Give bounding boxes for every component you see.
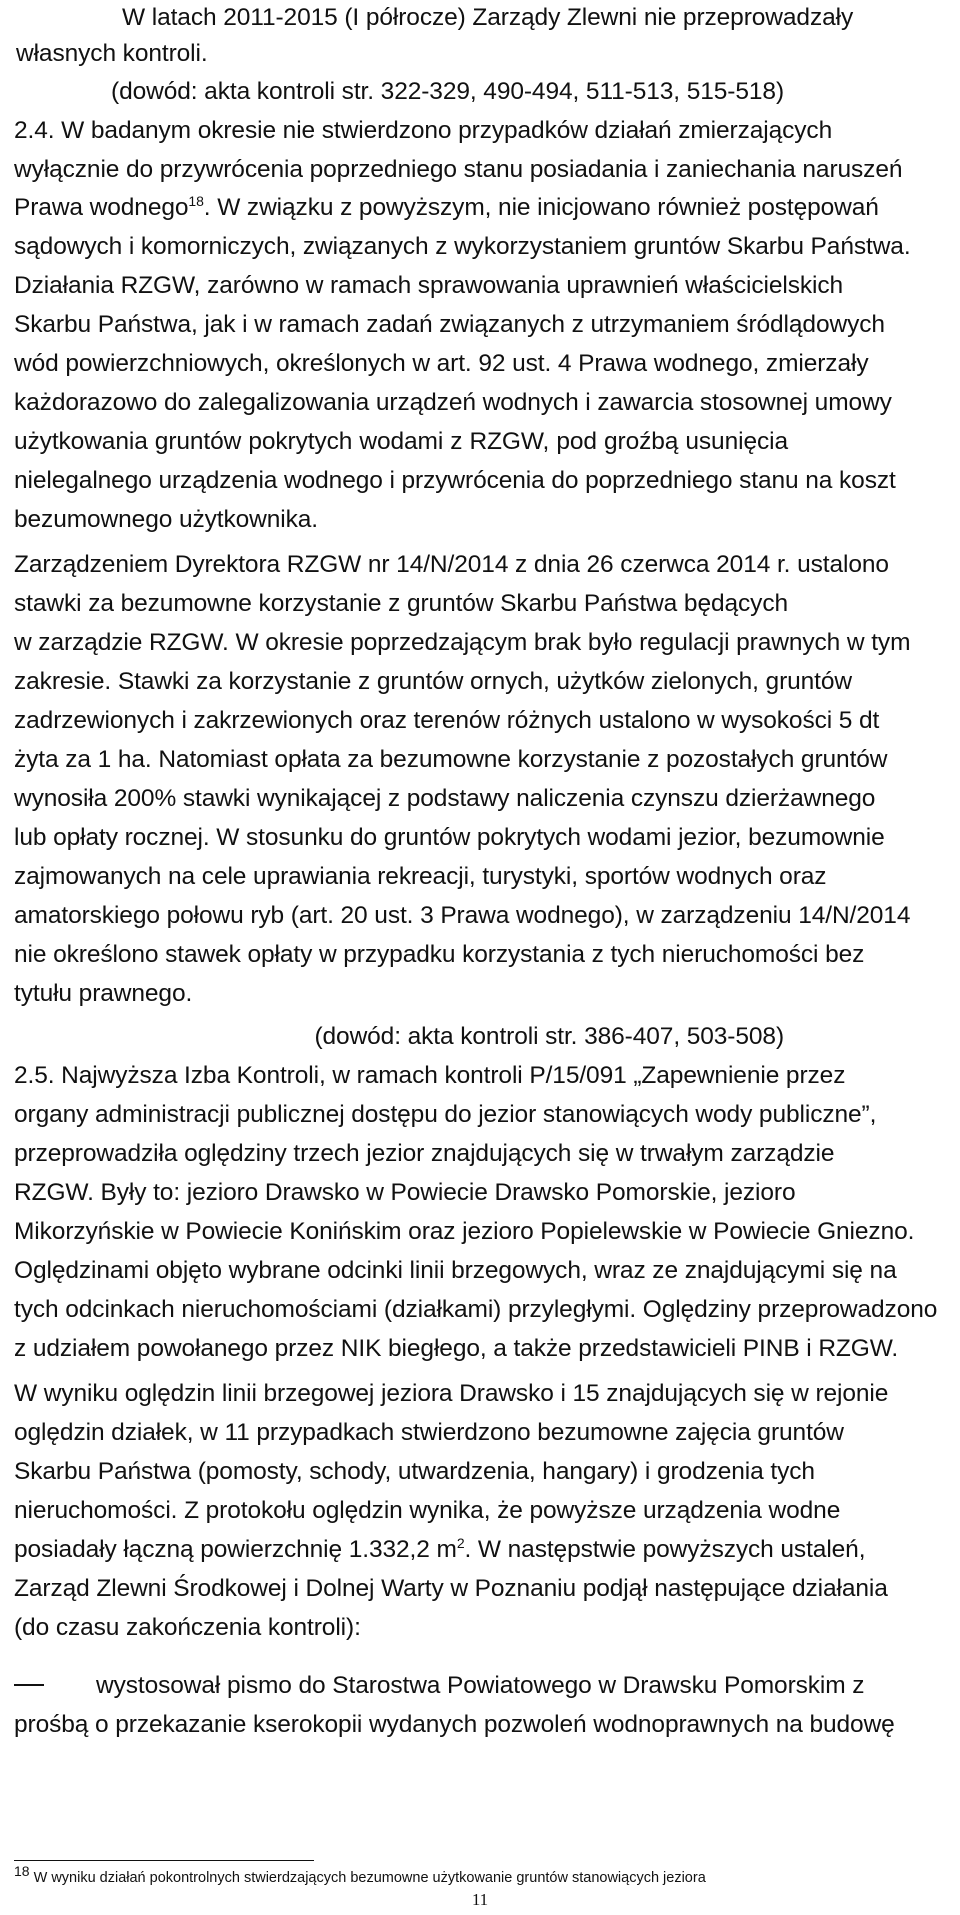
paragraph-line: użytkowania gruntów pokrytych wodami z RZGW, pod groźbą usunięcia [14, 428, 788, 455]
list-item-text: wystosował pismo do Starostwa Powiatowego w Drawsku Pomorskim z [96, 1672, 865, 1699]
paragraph-line: organy administracji publicznej dostępu do jezior stanowiących wody publiczne”, [14, 1101, 877, 1128]
footnote-number: 18 [14, 1863, 30, 1880]
footnote-ref: 18 [188, 192, 204, 209]
paragraph-line: (do czasu zakończenia kontroli): [14, 1614, 361, 1641]
paragraph-line: każdorazowo do zalegalizowania urządzeń wodnych i zawarcia stosownej umowy [14, 389, 892, 416]
paragraph-line: tytułu prawnego. [14, 980, 193, 1007]
paragraph-line: Działania RZGW, zarówno w ramach sprawowania uprawnień właścicielskich [14, 272, 844, 299]
text-run: . W następstwie powyższych ustaleń, [464, 1536, 866, 1563]
paragraph-line: wód powierzchniowych, określonych w art. 92 ust. 4 Prawa wodnego, zmierzały [14, 350, 869, 377]
paragraph-line: lub opłaty rocznej. W stosunku do gruntów pokrytych wodami jezior, bezumownie [14, 824, 885, 851]
paragraph-line: żyta za 1 ha. Natomiast opłata za bezumowne korzystanie z pozostałych gruntów [14, 746, 888, 773]
paragraph-line: Mikorzyńskie w Powiecie Konińskim oraz jezioro Popielewskie w Powiecie Gniezno. [14, 1218, 915, 1245]
paragraph-line: nieruchomości. Z protokołu oględzin wynika, że powyższe urządzenia wodne [14, 1497, 841, 1524]
paragraph-line: w zarządzie RZGW. W okresie poprzedzającym brak było regulacji prawnych w tym [14, 629, 911, 656]
paragraph-line: bezumownego użytkownika. [14, 506, 319, 533]
list-item [0, 1664, 960, 1708]
dash-bullet-icon [14, 1684, 44, 1686]
paragraph-line: W latach 2011-2015 (I półrocze) Zarządy Zlewni nie przeprowadzały [122, 4, 854, 31]
paragraph-line: sądowych i komorniczych, związanych z wykorzystaniem gruntów Skarbu Państwa. [14, 233, 911, 260]
paragraph-line: z udziałem powołanego przez NIK biegłego, a także przedstawicieli PINB i RZGW. [14, 1335, 899, 1362]
paragraph-line: własnych kontroli. [16, 40, 208, 67]
paragraph-line: tych odcinkach nieruchomościami (działkami) przyległymi. Oględziny przeprowadzono [14, 1296, 938, 1323]
paragraph-line [0, 186, 960, 230]
paragraph-line: zajmowanych na cele uprawiania rekreacji, turystyki, sportów wodnych oraz [14, 863, 827, 890]
paragraph-line: oględzin działek, w 11 przypadkach stwierdzono bezumowne zajęcia gruntów [14, 1419, 844, 1446]
evidence-reference: (dowód: akta kontroli str. 386-407, 503-508) [314, 1023, 784, 1050]
paragraph-line: 2.4. W badanym okresie nie stwierdzono przypadków działań zmierzających [14, 117, 833, 144]
paragraph-line: Zarządzeniem Dyrektora RZGW nr 14/N/2014 z dnia 26 czerwca 2014 r. ustalono [14, 551, 889, 578]
paragraph-line: zakresie. Stawki za korzystanie z gruntów ornych, użytków zielonych, gruntów [14, 668, 853, 695]
evidence-reference: (dowód: akta kontroli str. 322-329, 490-494, 511-513, 515-518) [111, 78, 784, 105]
footnote [14, 1863, 706, 1888]
paragraph-line: stawki za bezumowne korzystanie z gruntów Skarbu Państwa będących [14, 590, 788, 617]
text-run: Prawa wodnego [14, 194, 189, 221]
paragraph-line: Skarbu Państwa (pomosty, schody, utwardzenia, hangary) i grodzenia tych [14, 1458, 815, 1485]
paragraph-line: wyłącznie do przywrócenia poprzedniego stanu posiadania i zaniechania naruszeń [14, 156, 903, 183]
paragraph-line: przeprowadziła oględziny trzech jezior znajdujących się w trwałym zarządzie [14, 1140, 835, 1167]
paragraph-line: amatorskiego połowu ryb (art. 20 ust. 3 Prawa wodnego), w zarządzeniu 14/N/2014 [14, 902, 911, 929]
page-number: 11 [471, 1890, 489, 1909]
paragraph-line: nie określono stawek opłaty w przypadku korzystania z tych nieruchomości bez [14, 941, 865, 968]
text-run: . W związku z powyższym, nie inicjowano również postępowań [203, 194, 879, 221]
paragraph-line: nielegalnego urządzenia wodnego i przywrócenia do poprzedniego stanu na koszt [14, 467, 896, 494]
paragraph-line: Oględzinami objęto wybrane odcinki linii brzegowych, wraz ze znajdującymi się na [14, 1257, 897, 1284]
paragraph-line: zadrzewionych i zakrzewionych oraz terenów różnych ustalono w wysokości 5 dt [14, 707, 880, 734]
paragraph-line: RZGW. Były to: jezioro Drawsko w Powiecie Drawsko Pomorskie, jezioro [14, 1179, 796, 1206]
footnote-text: W wyniku działań pokontrolnych stwierdzających bezumowne użytkowanie gruntów stanowiących jeziora [29, 1870, 706, 1886]
paragraph-line [0, 1528, 960, 1572]
paragraph-line: Zarząd Zlewni Środkowej i Dolnej Warty w Poznaniu podjął następujące działania [14, 1575, 888, 1602]
paragraph-line: wynosiła 200% stawki wynikającej z podstawy naliczenia czynszu dzierżawnego [14, 785, 876, 812]
paragraph-line: 2.5. Najwyższa Izba Kontroli, w ramach kontroli P/15/091 „Zapewnienie przez [14, 1062, 846, 1089]
footnote-separator [14, 1860, 314, 1861]
superscript: 2 [456, 1534, 465, 1551]
paragraph-line: Skarbu Państwa, jak i w ramach zadań związanych z utrzymaniem śródlądowych [14, 311, 885, 338]
paragraph-line: prośbą o przekazanie kserokopii wydanych pozwoleń wodnoprawnych na budowę [14, 1711, 895, 1738]
text-run: posiadały łączną powierzchnię 1.332,2 m [14, 1536, 457, 1563]
paragraph-line: W wyniku oględzin linii brzegowej jeziora Drawsko i 15 znajdujących się w rejonie [14, 1380, 889, 1407]
